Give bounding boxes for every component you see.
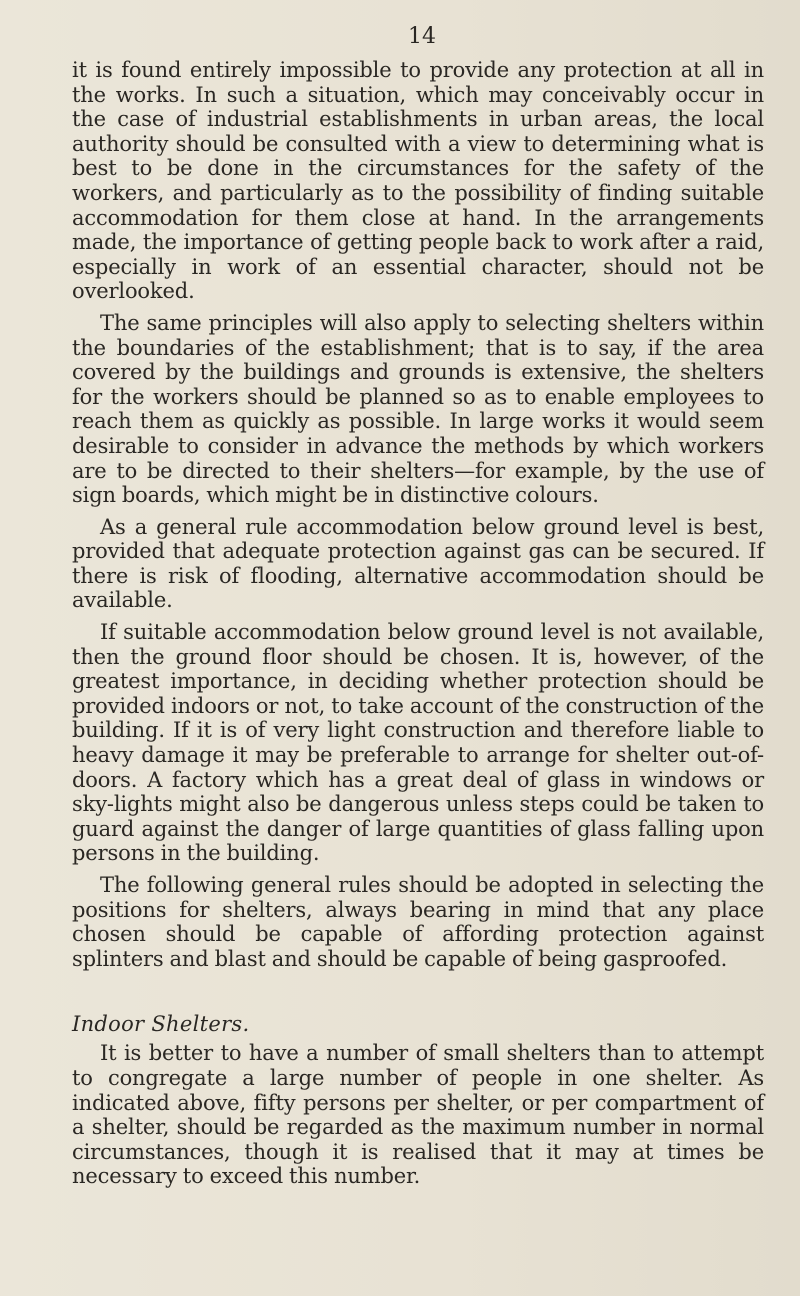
paragraph-continued-protection: it is found entirely impossible to provide any protection at all in the works. In such a situation, which may conceivably occur in the case of industrial establishments in urban areas, the local authority should be consulted with a view to determining what is best to be done in the circumstances for the safety of the workers, and particularly as to the possibility of finding suitable accommodation for them close at hand. In the arrangements made, the importance of getting people back to work after a raid, especially in work of an essential character, should not be overlooked. <box>72 58 764 304</box>
page-number: 14 <box>408 24 436 49</box>
paragraph-ground-floor: If suitable accommodation below ground level is not available, then the ground floor should be chosen. It is, however, of the greatest importance, in deciding whether protection should be provided indoors or not, to take account of the construction of the building. If it is of very light construction and therefore liable to heavy damage it may be preferable to arrange for shelter out-of-doors. A factory which has a great deal of glass in windows or sky-lights might also be dangerous unless steps could be taken to guard against the danger of large quantities of glass falling upon persons in the building. <box>72 620 764 866</box>
document-page <box>72 24 764 1189</box>
section-heading-indoor-shelters: Indoor Shelters. <box>72 1012 250 1037</box>
paragraph-selecting-shelters: The same principles will also apply to selecting shelters within the boundaries of the establishment; that is to say, if the area covered by the buildings and grounds is extensive, the shelters for the workers should be planned so as to enable employees to reach them as quickly as possible. In large works it would seem desirable to consider in advance the methods by which workers are to be directed to their shelters—for example, by the use of sign boards, which might be in distinctive colours. <box>72 310 764 508</box>
paragraph-general-rules: The following general rules should be adopted in selecting the positions for shelters, always bearing in mind that any place chosen should be capable of affording protection against splinters and blast and should be capable of being gasproofed. <box>72 873 764 971</box>
paragraph-small-shelters: It is better to have a number of small shelters than to attempt to congregate a large number of people in one shelter. As indicated above, fifty persons per shelter, or per compartment of a shelter, should be regarded as the maximum number in normal circumstances, though it is realised that it may at times be necessary to exceed this number. <box>72 1041 764 1189</box>
paragraph-below-ground: As a general rule accommodation below ground level is best, provided that adequate protection against gas can be secured. If there is risk of flooding, alternative accommodation should be available. <box>72 514 764 613</box>
